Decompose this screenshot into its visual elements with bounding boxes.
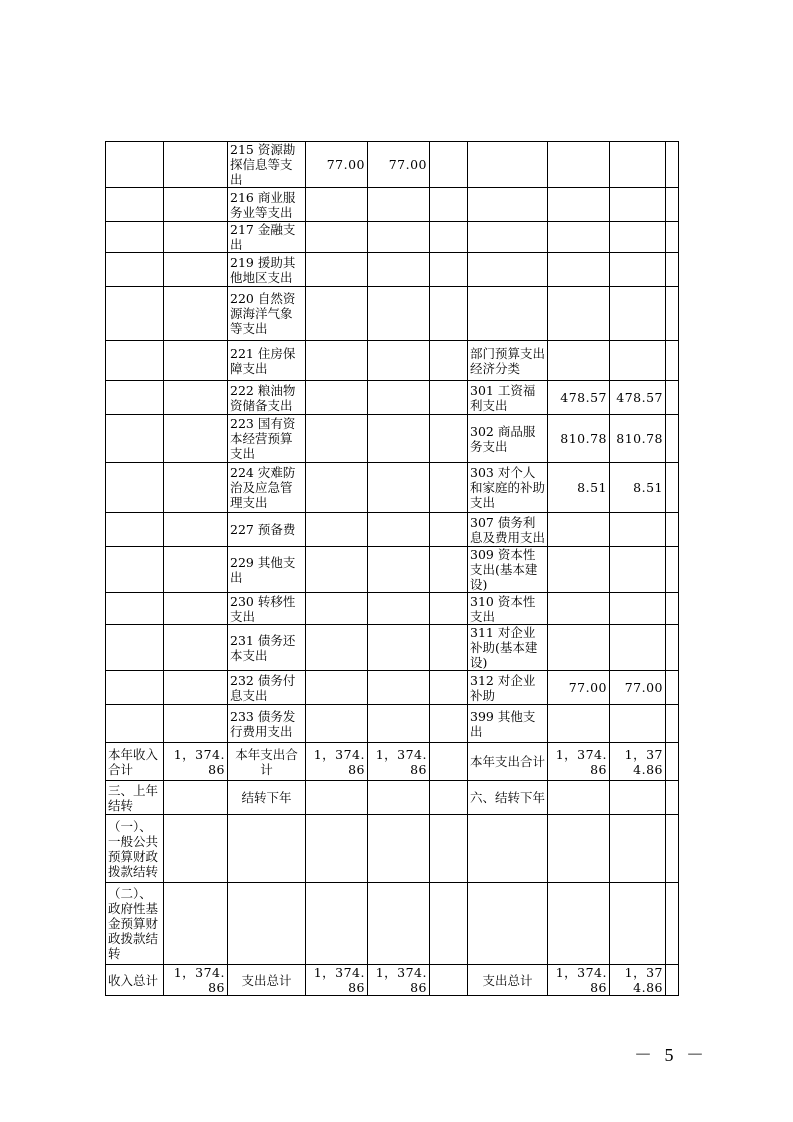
table-cell-c9: 1，374.86 — [610, 743, 666, 781]
table-cell-c8: 77.00 — [548, 671, 610, 705]
table-cell-c3: 233 债务发行费用支出 — [228, 705, 306, 743]
table-cell-c2 — [164, 381, 228, 415]
table-cell-c2 — [164, 341, 228, 381]
table-cell-c1 — [106, 142, 164, 188]
table-cell-c8 — [548, 705, 610, 743]
table-cell-c5 — [368, 188, 430, 222]
table-cell-c2 — [164, 883, 228, 965]
table-cell-c1: 收入总计 — [106, 965, 164, 996]
table-cell-c10 — [666, 883, 679, 965]
table-cell-c4 — [306, 547, 368, 593]
table-cell-c4 — [306, 381, 368, 415]
table-cell-c9 — [610, 222, 666, 253]
table-cell-c10 — [666, 743, 679, 781]
table-cell-c7: 六、结转下年 — [468, 781, 548, 815]
table-cell-c1 — [106, 415, 164, 463]
table-cell-c8 — [548, 781, 610, 815]
table-cell-c5 — [368, 222, 430, 253]
table-cell-c7: 311 对企业补助(基本建设) — [468, 625, 548, 671]
table-row — [106, 547, 679, 593]
table-cell-c4 — [306, 253, 368, 287]
table-cell-c1 — [106, 671, 164, 705]
table-cell-c9 — [610, 625, 666, 671]
table-cell-c3: 231 债务还本支出 — [228, 625, 306, 671]
table-cell-c3: 结转下年 — [228, 781, 306, 815]
table-cell-c7: 310 资本性支出 — [468, 593, 548, 625]
table-cell-c8 — [548, 815, 610, 883]
table-cell-c4 — [306, 513, 368, 547]
table-cell-c3: 232 债务付息支出 — [228, 671, 306, 705]
table-cell-c6 — [430, 743, 468, 781]
table-row — [106, 463, 679, 513]
table-cell-c2 — [164, 781, 228, 815]
table-cell-c9 — [610, 513, 666, 547]
table-cell-c6 — [430, 287, 468, 341]
table-cell-c5 — [368, 705, 430, 743]
table-cell-c8 — [548, 222, 610, 253]
table-cell-c10 — [666, 415, 679, 463]
table-cell-c4 — [306, 705, 368, 743]
table-cell-c4 — [306, 341, 368, 381]
table-cell-c5 — [368, 547, 430, 593]
table-cell-c7 — [468, 815, 548, 883]
table-cell-c8 — [548, 142, 610, 188]
table-cell-c1: （二）、政府性基金预算财政拨款结转 — [106, 883, 164, 965]
table-cell-c9 — [610, 253, 666, 287]
table-cell-c4 — [306, 463, 368, 513]
table-cell-c4 — [306, 593, 368, 625]
table-cell-c9: 1，374.86 — [610, 965, 666, 996]
table-cell-c2 — [164, 671, 228, 705]
table-cell-c8 — [548, 547, 610, 593]
table-cell-c4: 1，374.86 — [306, 965, 368, 996]
table-cell-c10 — [666, 222, 679, 253]
table-cell-c6 — [430, 381, 468, 415]
table-cell-c7: 312 对企业补助 — [468, 671, 548, 705]
table-cell-c6 — [430, 188, 468, 222]
table-cell-c6 — [430, 965, 468, 996]
table-cell-c10 — [666, 625, 679, 671]
table-cell-c3: 227 预备费 — [228, 513, 306, 547]
table-cell-c4 — [306, 883, 368, 965]
table-cell-c5: 1，374.86 — [368, 965, 430, 996]
table-cell-c8 — [548, 625, 610, 671]
table-cell-c10 — [666, 965, 679, 996]
table-cell-c10 — [666, 142, 679, 188]
table-cell-c7: 301 工资福利支出 — [468, 381, 548, 415]
table-cell-c8: 478.57 — [548, 381, 610, 415]
table-cell-c6 — [430, 625, 468, 671]
table-cell-c9 — [610, 188, 666, 222]
table-cell-c2 — [164, 188, 228, 222]
table-cell-c1 — [106, 341, 164, 381]
table-cell-c6 — [430, 463, 468, 513]
table-cell-c4 — [306, 781, 368, 815]
table-cell-c9 — [610, 705, 666, 743]
table-cell-c9: 8.51 — [610, 463, 666, 513]
table-cell-c4 — [306, 415, 368, 463]
page-number: － 5 － — [634, 1045, 708, 1065]
table-cell-c1 — [106, 513, 164, 547]
table-cell-c9 — [610, 781, 666, 815]
table-body — [106, 142, 679, 996]
table-cell-c6 — [430, 883, 468, 965]
table-cell-c9 — [610, 547, 666, 593]
table-cell-c8 — [548, 253, 610, 287]
table-cell-c7: 支出总计 — [468, 965, 548, 996]
table-cell-c1 — [106, 188, 164, 222]
table-cell-c1 — [106, 463, 164, 513]
table-cell-c10 — [666, 513, 679, 547]
table-row — [106, 287, 679, 341]
table-cell-c7 — [468, 222, 548, 253]
table-cell-c1 — [106, 547, 164, 593]
table-cell-c4 — [306, 188, 368, 222]
table-cell-c5 — [368, 287, 430, 341]
table-cell-c3: 216 商业服务业等支出 — [228, 188, 306, 222]
table-row — [106, 513, 679, 547]
table-row — [106, 593, 679, 625]
table-cell-c1 — [106, 381, 164, 415]
table-cell-c5 — [368, 593, 430, 625]
table-cell-c2 — [164, 463, 228, 513]
table-cell-c10 — [666, 253, 679, 287]
table-row — [106, 671, 679, 705]
table-cell-c1: （一）、一般公共预算财政拨款结转 — [106, 815, 164, 883]
table-cell-c5 — [368, 381, 430, 415]
table-cell-c2 — [164, 287, 228, 341]
table-cell-c4 — [306, 287, 368, 341]
table-cell-c3 — [228, 883, 306, 965]
table-row — [106, 705, 679, 743]
table-cell-c4: 77.00 — [306, 142, 368, 188]
table-cell-c7 — [468, 253, 548, 287]
table-cell-c8: 810.78 — [548, 415, 610, 463]
table-cell-c5 — [368, 341, 430, 381]
table-cell-c2 — [164, 705, 228, 743]
table-cell-c2 — [164, 142, 228, 188]
table-cell-c7: 302 商品服务支出 — [468, 415, 548, 463]
table-cell-c2 — [164, 625, 228, 671]
table-cell-c3: 229 其他支出 — [228, 547, 306, 593]
table-cell-c9 — [610, 593, 666, 625]
table-cell-c6 — [430, 593, 468, 625]
table-cell-c2 — [164, 815, 228, 883]
table-cell-c2 — [164, 547, 228, 593]
table-cell-c5 — [368, 625, 430, 671]
table-cell-c1: 三、上年结转 — [106, 781, 164, 815]
table-cell-c6 — [430, 142, 468, 188]
table-cell-c10 — [666, 463, 679, 513]
table-cell-c1 — [106, 625, 164, 671]
budget-table — [105, 141, 679, 996]
table-row — [106, 965, 679, 996]
table-cell-c9: 77.00 — [610, 671, 666, 705]
table-cell-c4: 1，374.86 — [306, 743, 368, 781]
table-cell-c3: 220 自然资源海洋气象等支出 — [228, 287, 306, 341]
table-cell-c3 — [228, 815, 306, 883]
table-cell-c4 — [306, 625, 368, 671]
table-cell-c2 — [164, 593, 228, 625]
table-cell-c5 — [368, 671, 430, 705]
table-row — [106, 253, 679, 287]
table-cell-c2 — [164, 253, 228, 287]
table-row — [106, 142, 679, 188]
table-cell-c2 — [164, 222, 228, 253]
table-cell-c6 — [430, 415, 468, 463]
table-row — [106, 625, 679, 671]
table-cell-c7: 399 其他支出 — [468, 705, 548, 743]
table-cell-c3: 223 国有资本经营预算支出 — [228, 415, 306, 463]
table-cell-c6 — [430, 341, 468, 381]
table-cell-c6 — [430, 547, 468, 593]
table-cell-c4 — [306, 671, 368, 705]
table-cell-c8 — [548, 287, 610, 341]
table-cell-c10 — [666, 593, 679, 625]
table-cell-c3: 219 援助其他地区支出 — [228, 253, 306, 287]
table-cell-c7 — [468, 883, 548, 965]
table-cell-c8: 8.51 — [548, 463, 610, 513]
table-cell-c10 — [666, 287, 679, 341]
table-cell-c10 — [666, 381, 679, 415]
table-row — [106, 341, 679, 381]
table-cell-c5 — [368, 513, 430, 547]
table-cell-c9: 478.57 — [610, 381, 666, 415]
table-cell-c9: 810.78 — [610, 415, 666, 463]
table-row — [106, 381, 679, 415]
table-cell-c10 — [666, 781, 679, 815]
table-cell-c3: 221 住房保障支出 — [228, 341, 306, 381]
table-cell-c5: 77.00 — [368, 142, 430, 188]
table-cell-c8 — [548, 341, 610, 381]
table-cell-c9 — [610, 341, 666, 381]
table-cell-c7: 307 债务利息及费用支出 — [468, 513, 548, 547]
table-cell-c10 — [666, 705, 679, 743]
table-row — [106, 781, 679, 815]
table-cell-c9 — [610, 287, 666, 341]
table-cell-c2: 1，374.86 — [164, 965, 228, 996]
table-cell-c10 — [666, 547, 679, 593]
table-cell-c10 — [666, 671, 679, 705]
table-cell-c3: 支出总计 — [228, 965, 306, 996]
table-cell-c1: 本年收入合计 — [106, 743, 164, 781]
table-row — [106, 415, 679, 463]
table-row — [106, 188, 679, 222]
table-cell-c7: 309 资本性支出(基本建设) — [468, 547, 548, 593]
table-cell-c2 — [164, 415, 228, 463]
table-cell-c9 — [610, 142, 666, 188]
table-cell-c7: 部门预算支出经济分类 — [468, 341, 548, 381]
table-cell-c3: 222 粮油物资储备支出 — [228, 381, 306, 415]
table-cell-c3: 215 资源勘探信息等支出 — [228, 142, 306, 188]
table-cell-c6 — [430, 222, 468, 253]
table-cell-c8 — [548, 188, 610, 222]
table-cell-c7 — [468, 188, 548, 222]
table-cell-c10 — [666, 815, 679, 883]
table-cell-c1 — [106, 705, 164, 743]
table-row — [106, 883, 679, 965]
table-row — [106, 222, 679, 253]
table-cell-c6 — [430, 815, 468, 883]
table-cell-c3: 217 金融支出 — [228, 222, 306, 253]
table-cell-c6 — [430, 671, 468, 705]
table-cell-c6 — [430, 781, 468, 815]
table-cell-c7 — [468, 287, 548, 341]
table-cell-c9 — [610, 815, 666, 883]
table-cell-c4 — [306, 815, 368, 883]
table-cell-c5 — [368, 415, 430, 463]
table-cell-c3: 230 转移性支出 — [228, 593, 306, 625]
table-cell-c2 — [164, 513, 228, 547]
table-cell-c5 — [368, 883, 430, 965]
table-cell-c1 — [106, 287, 164, 341]
table-cell-c2: 1，374.86 — [164, 743, 228, 781]
table-cell-c7: 303 对个人和家庭的补助支出 — [468, 463, 548, 513]
table-cell-c8: 1，374.86 — [548, 965, 610, 996]
table-cell-c8 — [548, 593, 610, 625]
table-cell-c10 — [666, 188, 679, 222]
table-cell-c6 — [430, 253, 468, 287]
table-cell-c1 — [106, 593, 164, 625]
table-cell-c8: 1，374.86 — [548, 743, 610, 781]
table-cell-c8 — [548, 883, 610, 965]
table-cell-c3: 224 灾难防治及应急管理支出 — [228, 463, 306, 513]
table-cell-c5: 1，374.86 — [368, 743, 430, 781]
table-cell-c1 — [106, 222, 164, 253]
table-cell-c5 — [368, 815, 430, 883]
table-cell-c7: 本年支出合计 — [468, 743, 548, 781]
table-cell-c10 — [666, 341, 679, 381]
table-cell-c5 — [368, 253, 430, 287]
table-cell-c8 — [548, 513, 610, 547]
table-cell-c3: 本年支出合计 — [228, 743, 306, 781]
table-cell-c9 — [610, 883, 666, 965]
table-row — [106, 743, 679, 781]
table-cell-c5 — [368, 781, 430, 815]
table-cell-c7 — [468, 142, 548, 188]
table-cell-c6 — [430, 705, 468, 743]
table-cell-c5 — [368, 463, 430, 513]
table-row — [106, 815, 679, 883]
table-cell-c1 — [106, 253, 164, 287]
table-cell-c4 — [306, 222, 368, 253]
table-cell-c6 — [430, 513, 468, 547]
